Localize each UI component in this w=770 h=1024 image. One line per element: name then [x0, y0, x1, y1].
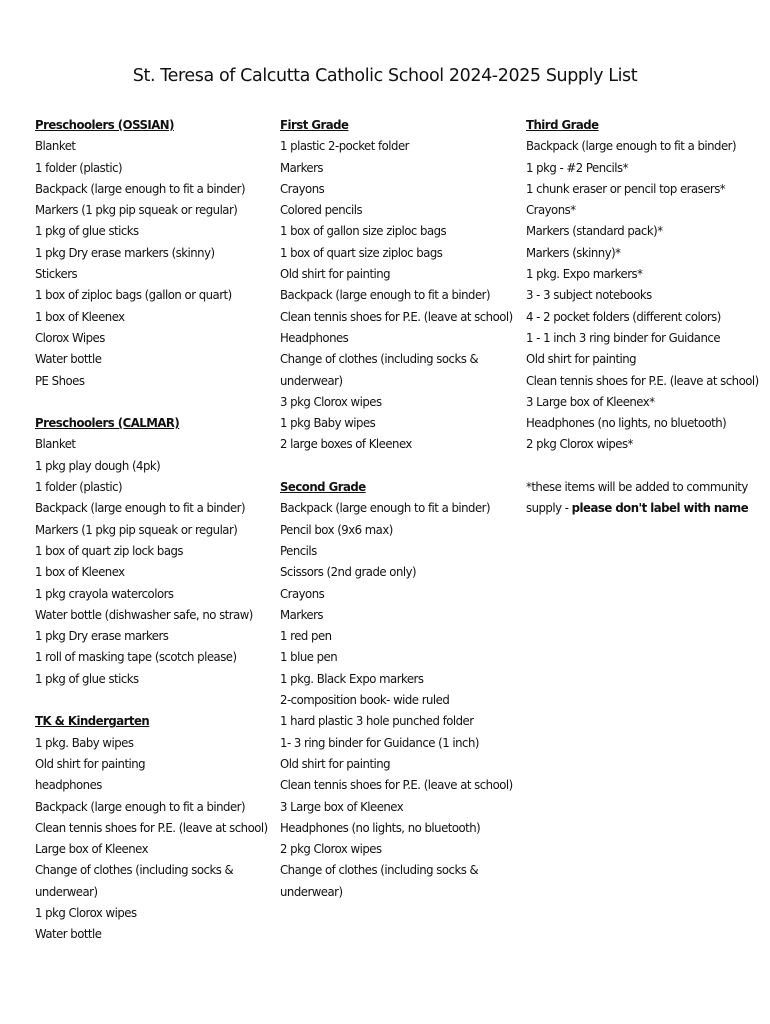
section-heading: TK & Kindergarten	[35, 713, 150, 729]
supply-item: Markers (1 pkg pip squeak or regular)	[35, 521, 238, 537]
supply-item: Headphones	[280, 329, 349, 345]
supply-item: Clean tennis shoes for P.E. (leave at school)	[280, 308, 513, 324]
supply-item: Old shirt for painting	[280, 266, 391, 282]
supply-item: 1 - 1 inch 3 ring binder for Guidance	[526, 329, 721, 345]
supply-item: 1 plastic 2-pocket folder	[280, 138, 409, 154]
supply-item: Water bottle (dishwasher safe, no straw)	[35, 606, 253, 622]
supply-item: 1 roll of masking tape (scotch please)	[35, 649, 237, 665]
supply-item: 1 box of Kleenex	[35, 564, 125, 580]
supply-item: 1 pkg play dough (4pk)	[35, 457, 161, 473]
supply-item: 1 pkg of glue sticks	[35, 670, 139, 686]
page-title: St. Teresa of Calcutta Catholic School 2024-2025 Supply List	[132, 66, 638, 86]
section-heading: Third Grade	[526, 117, 599, 132]
supply-item: 1 pkg Baby wipes	[280, 415, 376, 431]
supply-item: 1 hard plastic 3 hole punched folder	[280, 713, 474, 729]
supply-item: PE Shoes	[35, 372, 85, 388]
supply-item: Backpack (large enough to fit a binder)	[35, 500, 246, 516]
supply-item: Scissors (2nd grade only)	[280, 564, 417, 580]
supply-item: Markers (standard pack)*	[526, 223, 663, 239]
supply-item: Water bottle	[35, 351, 102, 367]
supply-item: 1 pkg Clorox wipes	[35, 904, 137, 920]
supply-item: Blanket	[35, 138, 76, 154]
supply-item: 1 folder (plastic)	[35, 479, 123, 495]
supply-item: Change of clothes (including socks &	[35, 862, 234, 878]
supply-item: 1 blue pen	[280, 649, 338, 665]
supply-item: 1 folder (plastic)	[35, 159, 123, 175]
supply-item: 1 pkg. Expo markers*	[526, 266, 643, 282]
section-heading: Second Grade	[280, 479, 366, 495]
supply-item: 2 pkg Clorox wipes*	[526, 436, 633, 452]
supply-item: Backpack (large enough to fit a binder)	[280, 500, 491, 516]
supply-item: 1 pkg Dry erase markers	[35, 628, 169, 644]
supply-item: Old shirt for painting	[35, 755, 146, 771]
supply-item: Change of clothes (including socks &	[280, 862, 479, 878]
column-3	[526, 114, 759, 519]
supply-item: 2-composition book- wide ruled	[280, 692, 450, 708]
note-prefix: supply -	[526, 500, 572, 516]
supply-item: 1 red pen	[280, 628, 332, 644]
supply-item: Markers (1 pkg pip squeak or regular)	[35, 202, 238, 218]
supply-item: Headphones (no lights, no bluetooth)	[280, 819, 481, 835]
supply-item: Blanket	[35, 436, 76, 452]
supply-item: 3 Large box of Kleenex*	[526, 393, 655, 409]
supply-item: headphones	[35, 777, 102, 793]
supply-item: Backpack (large enough to fit a binder)	[35, 180, 246, 196]
note-emphasis: please don't label with name	[571, 500, 749, 516]
supply-item: 1 box of gallon size ziploc bags	[280, 223, 447, 239]
supply-item: 1 box of quart zip lock bags	[35, 542, 184, 558]
supply-item: Backpack (large enough to fit a binder)	[35, 798, 246, 814]
supply-item: 3 Large box of Kleenex	[280, 798, 404, 814]
supply-item: 1 box of ziploc bags (gallon or quart)	[35, 287, 232, 303]
supply-item: Large box of Kleenex	[35, 841, 149, 857]
supply-section	[35, 412, 272, 689]
supply-section	[35, 114, 272, 391]
supply-item: Old shirt for painting	[280, 755, 391, 771]
supply-item: Backpack (large enough to fit a binder)	[526, 138, 737, 154]
section-heading: First Grade	[280, 117, 349, 132]
supply-item: 2 large boxes of Kleenex	[280, 436, 412, 452]
supply-section	[526, 114, 759, 455]
supply-section	[280, 114, 517, 455]
supply-item: Clean tennis shoes for P.E. (leave at school)	[35, 819, 268, 835]
supply-item: Crayons	[280, 180, 325, 196]
supply-item: Crayons*	[526, 202, 576, 218]
supply-item: 4 - 2 pocket folders (different colors)	[526, 308, 721, 324]
supply-item: Clorox Wipes	[35, 329, 105, 345]
supply-item: Clean tennis shoes for P.E. (leave at school)	[280, 777, 513, 793]
supply-item: 1 chunk eraser or pencil top erasers*	[526, 180, 726, 196]
supply-item: 2 pkg Clorox wipes	[280, 841, 382, 857]
supply-item: underwear)	[280, 883, 343, 899]
supply-item: Old shirt for painting	[526, 351, 637, 367]
supply-item: Water bottle	[35, 926, 102, 942]
community-supply-note	[526, 476, 749, 519]
supply-item: 1 pkg Dry erase markers (skinny)	[35, 244, 215, 260]
supply-item: Colored pencils	[280, 202, 363, 218]
supply-item: Backpack (large enough to fit a binder)	[280, 287, 491, 303]
supply-item: Pencil box (9x6 max)	[280, 521, 393, 537]
supply-item: 1 pkg. Baby wipes	[35, 734, 134, 750]
supply-item: 1 box of Kleenex	[35, 308, 125, 324]
supply-item: Pencils	[280, 542, 317, 558]
supply-item: 1 box of quart size ziploc bags	[280, 244, 443, 260]
supply-item: underwear)	[280, 372, 343, 388]
note-line: *these items will be added to community	[526, 479, 748, 495]
section-heading: Preschoolers (OSSIAN)	[35, 117, 174, 132]
supply-item: Clean tennis shoes for P.E. (leave at school)	[526, 372, 759, 388]
supply-section	[280, 476, 517, 902]
supply-item: 1- 3 ring binder for Guidance (1 inch)	[280, 734, 479, 750]
column-2	[280, 114, 517, 923]
supply-item: Stickers	[35, 266, 78, 282]
supply-item: Crayons	[280, 585, 325, 601]
supply-item: underwear)	[35, 883, 98, 899]
supply-item: Headphones (no lights, no bluetooth)	[526, 415, 727, 431]
supply-item: Markers	[280, 606, 324, 622]
supply-item: 3 pkg Clorox wipes	[280, 393, 382, 409]
section-heading: Preschoolers (CALMAR)	[35, 415, 180, 431]
supply-item: Markers	[280, 159, 324, 175]
supply-item: Change of clothes (including socks &	[280, 351, 479, 367]
supply-section	[35, 710, 272, 944]
supply-item: Markers (skinny)*	[526, 244, 621, 260]
supply-item: 1 pkg. Black Expo markers	[280, 670, 424, 686]
note-line	[526, 497, 749, 518]
supply-item: 1 pkg - #2 Pencils*	[526, 159, 628, 175]
supply-item: 3 - 3 subject notebooks	[526, 287, 652, 303]
column-1	[35, 114, 272, 966]
supply-item: 1 pkg crayola watercolors	[35, 585, 174, 601]
supply-item: 1 pkg of glue sticks	[35, 223, 139, 239]
